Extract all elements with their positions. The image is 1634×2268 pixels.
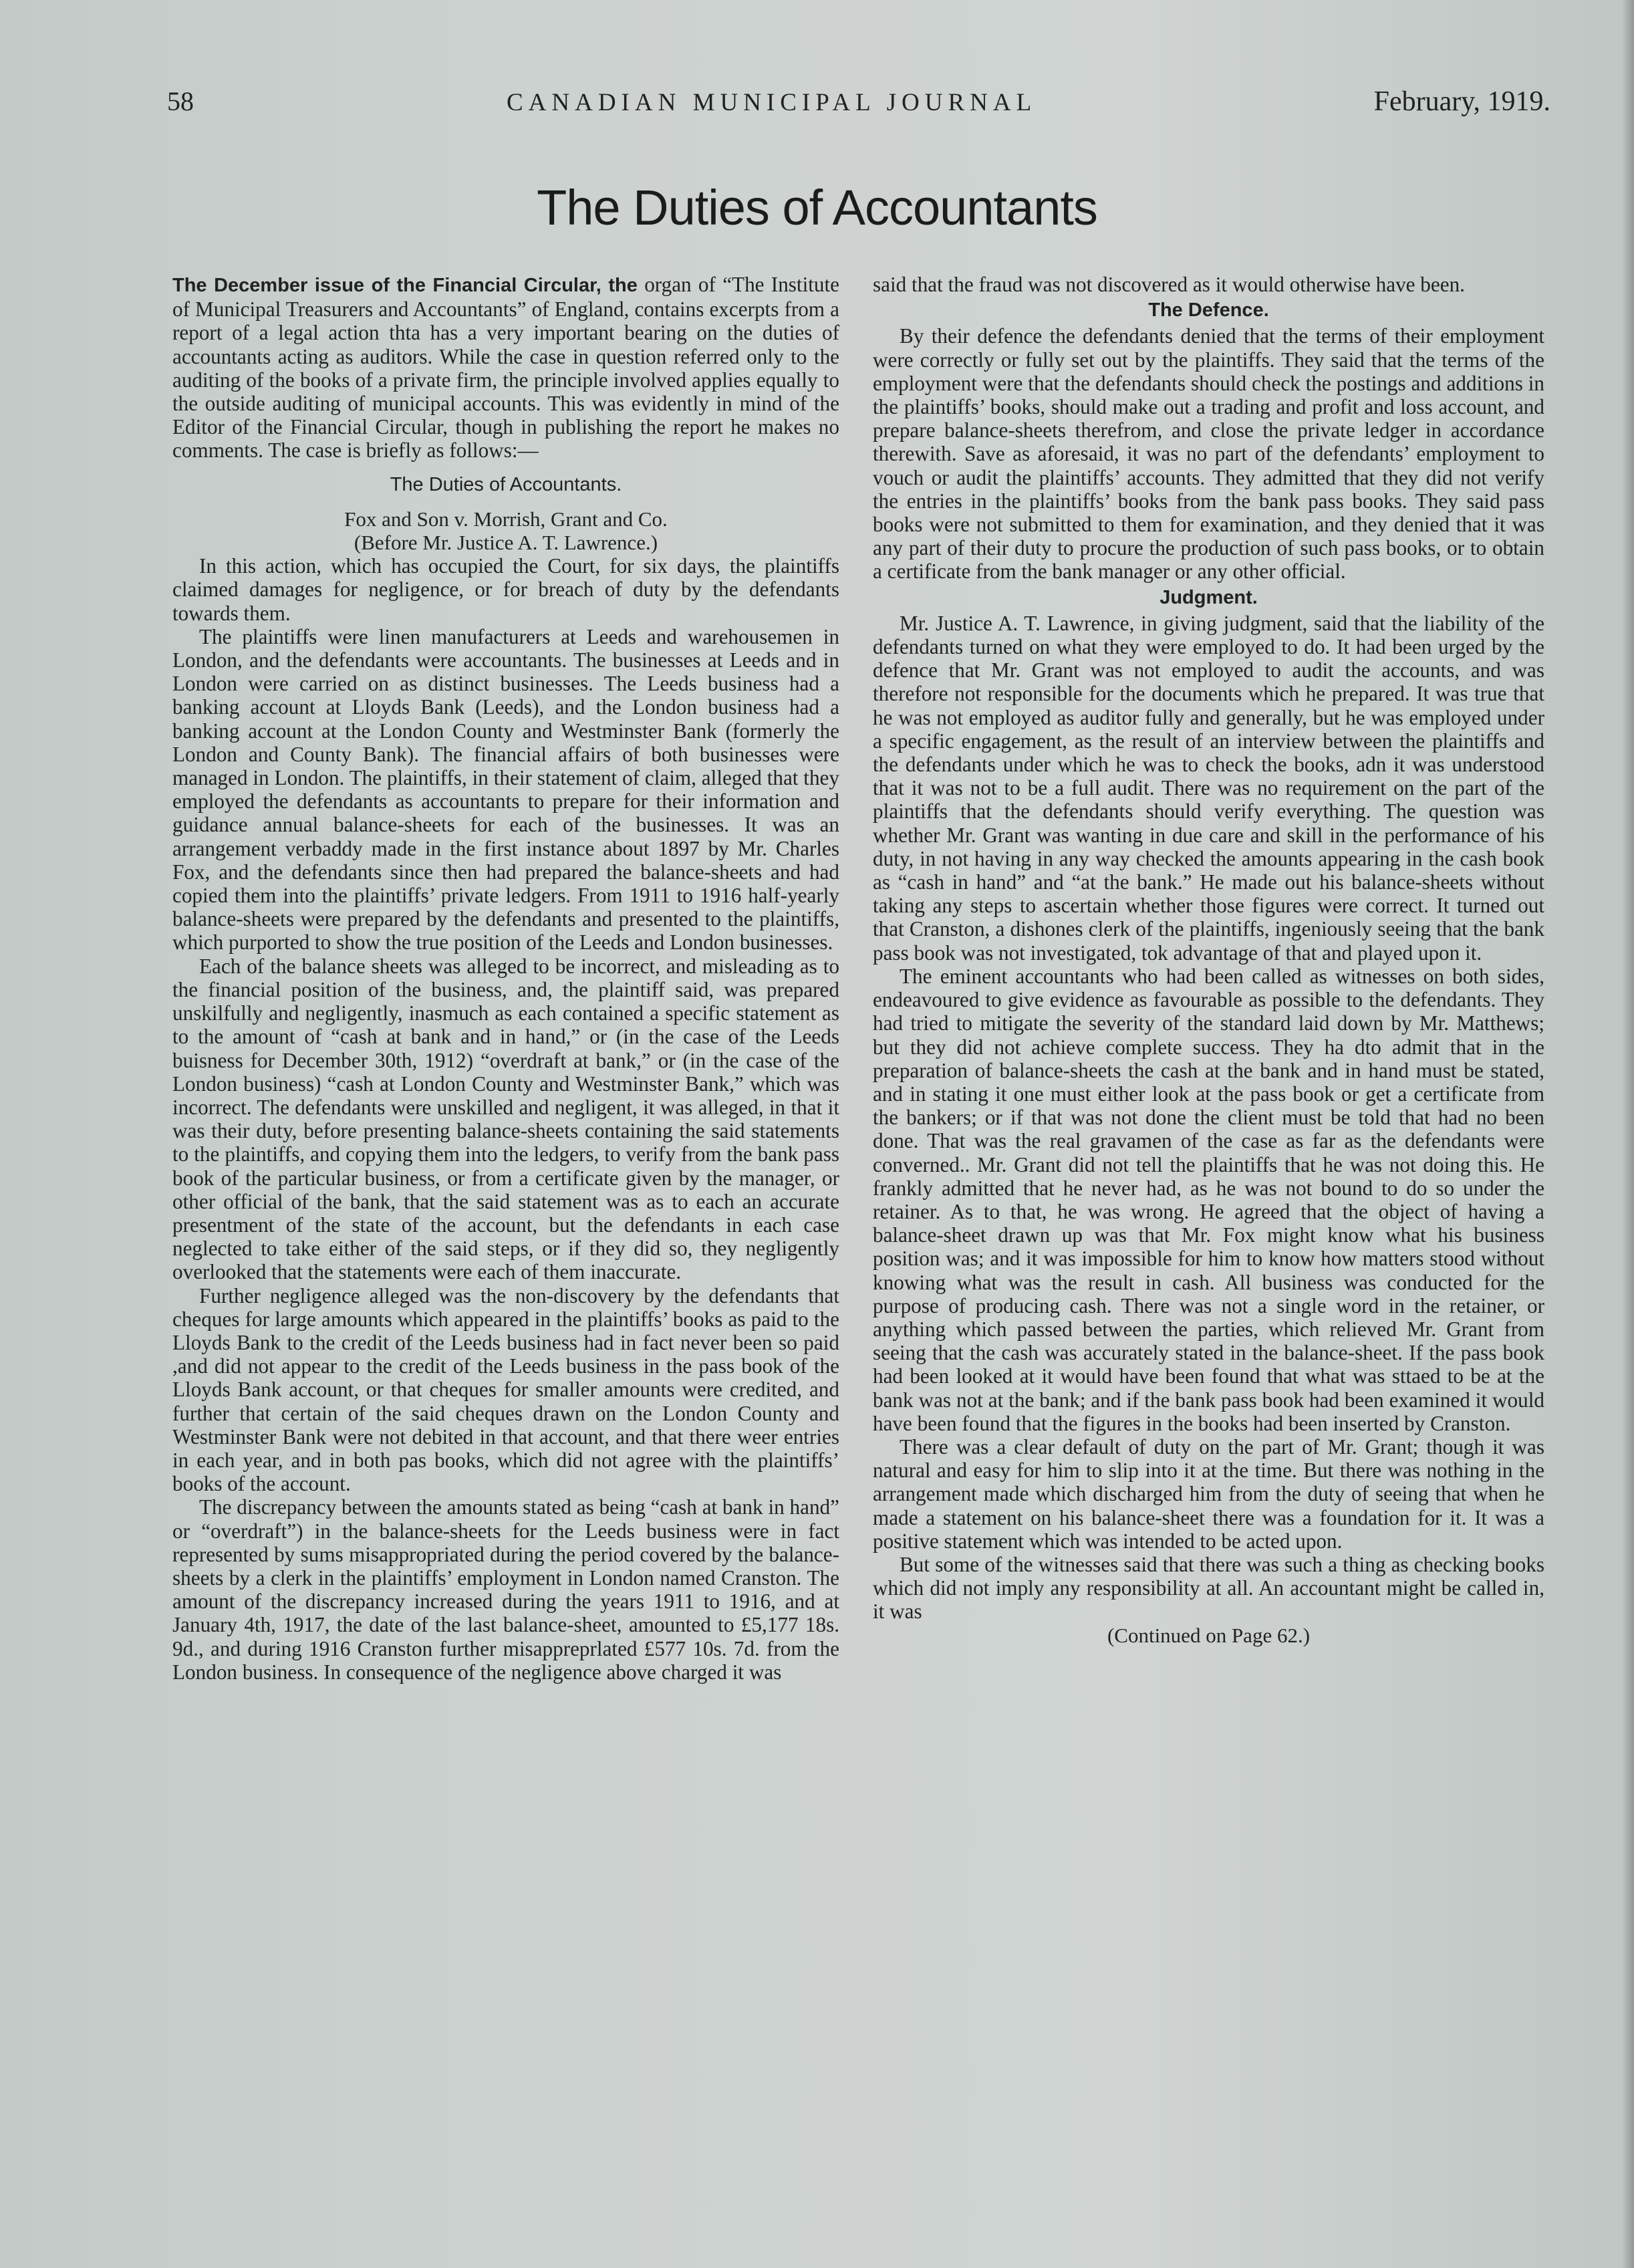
body-paragraph: In this action, which has occupied the Court, for six days, the plaintiffs claimed damages for negligence, or for breach of duty by the defendants towards them. bbox=[172, 554, 839, 625]
body-paragraph: The discrepancy between the amounts stated as being “cash at bank in hand” or “overdraft”) in the balance-sheets for the Leeds business were in fact represented by sums misappropriated during the period covered by the balance-sheets by a clerk in the plaintiffs’ employment in London named Cranston. The amount of the discrepancy increased during the years 1911 to 1916, and at January 4th, 1917, the date of the last balance-sheet, amounted to £5,177 18s. 9d., and during 1916 Cranston further misappreprlated £577 10s. 7d. from the London business. In consequence of the negligence above charged it was bbox=[172, 1495, 839, 1684]
page-binding-edge bbox=[1622, 0, 1634, 2268]
section-heading: The Duties of Accountants. bbox=[390, 473, 622, 495]
judgment-paragraph: The eminent accountants who had been called as witnesses on both sides, endeavoured to give evidence as favourable as possible to the defendants. They had tried to mitigate the severity of the standard laid down by Mr. Matthews; but they did not achieve complete success. They ha dto admit that in the preparation of balance-sheets the cash at the bank and in hand must be stated, and in stating it one must either look at the pass book or get a certificate from the bankers; or if that was not done the client must be told that had no been done. That was the real gravamen of the case as far as the defendants were converned.. Mr. Grant did not tell the plaintiffs that he was not doing this. He frankly admitted that he never had, as he was not bound to do so under the retainer. As to that, he was wrong. He agreed that the object of having a balance-sheet drawn up was that Mr. Fox might know what his business position was; and it was impossible for him to know how matters stood without knowing what was the result in cash. All business was conducted for the purpose of producing cash. There was not a single word in the retainer, or anything which passed between the parties, which relieved Mr. Grant from seeing that the cash was accurately stated in the balance-sheet. If the pass book had been looked at it would have been found that what was sttaed to be at the bank was not at the bank; and if the bank pass book had been examined it would have been found that the figures in the books had been inserted by Cranston. bbox=[873, 964, 1544, 1435]
running-header bbox=[167, 86, 1550, 132]
right-column bbox=[873, 273, 1544, 1647]
judgment-paragraph: But some of the witnesses said that there was such a thing as checking books which did not imply any responsibility at all. An accountant might be called in, it was bbox=[873, 1552, 1544, 1624]
continued-note: (Continued on Page 62.) bbox=[1107, 1623, 1311, 1647]
journal-name: CANADIAN MUNICIPAL JOURNAL bbox=[507, 89, 1037, 116]
defence-heading: The Defence. bbox=[1148, 299, 1269, 322]
case-judge: (Before Mr. Justice A. T. Lawrence.) bbox=[354, 531, 658, 555]
body-paragraph: Further negligence alleged was the non-discovery by the defendants that cheques for large amounts which appeared in the plaintiffs’ books as paid to the Lloyds Bank to the credit of the Leeds business had in fact never been so paid ,and did not appear to the credit of the Leeds business in the pass book of the Lloyds Bank account, or that cheques for smaller amounts were credited, and further that certain of the said cheques drawn on the London County and Westminster Bank were not debited in that account, and that there weer entries in each year, and in both pas books, which did not agree with the plaintiffs’ books of the account. bbox=[172, 1283, 839, 1496]
body-paragraph: Each of the balance sheets was alleged to be incorrect, and misleading as to the financial position of the business, and, the plaintiff said, was prepared unskilfully and negligently, inasmuch as each contained a specific statement as to the amount of “cash at bank and in hand,” or (in the case of the Leeds buisness for December 30th, 1912) “overdraft at bank,” or (in the case of the London business) “cash at London County and Westminster Bank,” which was incorrect. The defendants were unskilled and negligent, it was alleged, in that it was their duty, before presenting balance-sheets containing the said statements to the plaintiffs, and copying them into the ledgers, to verify from the bank pass book of the particular business, or from a certificate given by the manager, or other official of the bank, that the said statement was as to each an accurate presentment of the state of the account, but the defendants in each case neglected to take either of the said steps, or if they did so, they negligently overlooked that the statements were each of them inaccurate. bbox=[172, 954, 839, 1284]
judgment-paragraph: There was a clear default of duty on the part of Mr. Grant; though it was natural and easy for him to slip into it at the time. But there was nothing in the arrangement made which discharged him from the duty of seeing that when he made a statement on his balance-sheet there was a foundation for it. It was a positive statement which was intended to be acted upon. bbox=[873, 1434, 1544, 1553]
judgment-paragraph: Mr. Justice A. T. Lawrence, in giving judgment, said that the liability of the defendants turned on what they were employed to do. It had been urged by the defence that Mr. Grant was not employed to audit the accounts, and was therefore not responsible for the documents which he prepared. It was true that he was not employed as auditor fully and generally, but he was employed under a specific engagement, as the result of an interview between the plaintiffs and the defendants under which he was to check the books, adn it was understood that it was not to be a full audit. There was no requirement on the part of the plaintiffs that the defendants should verify everything. The question was whether Mr. Grant was wanting in due care and skill in the performance of his duty, in not having in any way checked the amounts appearing in the cash book as “cash in hand” and “at the bank.” He made out his balance-sheets without taking any steps to ascertain whether those figures were correct. It turned out that Cranston, a dishones clerk of the plaintiffs, ingeniously seeing that the bank pass book was not investigated, tok advantage of that and played upon it. bbox=[873, 611, 1544, 965]
intro-lead-in: The December issue of the Financial Circular, the bbox=[172, 275, 638, 296]
intro-paragraph bbox=[172, 273, 839, 463]
article-title: The Duties of Accountants bbox=[537, 180, 1097, 235]
left-column bbox=[172, 273, 839, 1684]
body-paragraph: The plaintiffs were linen manufacturers at Leeds and warehousemen in London, and the defendants were accountants. The businesses at Leeds and in London were carried on as distinct businesses. The Leeds business had a banking account at Lloyds Bank (Leeds), and the London business had a banking account at the London County and Westminster Bank (formerly the London and County Bank). The financial affairs of both businesses were managed in London. The plaintiffs, in their statement of claim, alleged that they employed the defendants as accountants to prepare for their information and guidance annual balance-sheets for each of the businesses. It was an arrangement verbaddy made in the first instance about 1897 by Mr. Charles Fox, and the defendants since then had prepared the balance-sheets and had copied them into the plaintiffs’ private ledgers. From 1911 to 1916 half-yearly balance-sheets were prepared by the defendants and presented to the plaintiffs, which purported to show the true position of the Leeds and London businesses. bbox=[172, 624, 839, 955]
page-number: 58 bbox=[167, 86, 194, 116]
judgment-heading: Judgment. bbox=[1160, 586, 1258, 608]
continuation-paragraph: said that the fraud was not discovered as it would otherwise have been. bbox=[873, 273, 1465, 296]
case-name: Fox and Son v. Morrish, Grant and Co. bbox=[344, 507, 668, 531]
defence-paragraph: By their defence the defendants denied that the terms of their employment were correctly or fully set out by the plaintiffs. They said that the terms of the employment were that the defendants should check the postings and additions in the plaintiffs’ books, should make out a trading and profit and loss account, and prepare balance-sheets therefrom, and close the private ledger in accordance therewith. Save as aforesaid, it was no part of the defendants’ employment to vouch or audit the plaintiffs’ accounts. They admitted that they did not verify the entries in the plaintiffs’ books from the bank pass books. They said pass books were not submitted to them for examination, and they denied that it was any part of their duty to procure the production of such pass books, or to obtain a certificate from the bank manager or any other official. bbox=[873, 324, 1544, 584]
intro-text: organ of “The Institute of Municipal Treasurers and Accountants” of England, contains excerpts from a report of a legal action thta has a very important bearing on the duties of accountants acting as auditors. While the case in question referred only to the auditing of the books of a private firm, the principle involved applies equally to the outside auditing of municipal accounts. This was evidently in mind of the Editor of the Financial Circular, though in publishing the report he makes no comments. The case is briefly as follows:— bbox=[172, 273, 840, 463]
issue-date: February, 1919. bbox=[1373, 86, 1550, 117]
